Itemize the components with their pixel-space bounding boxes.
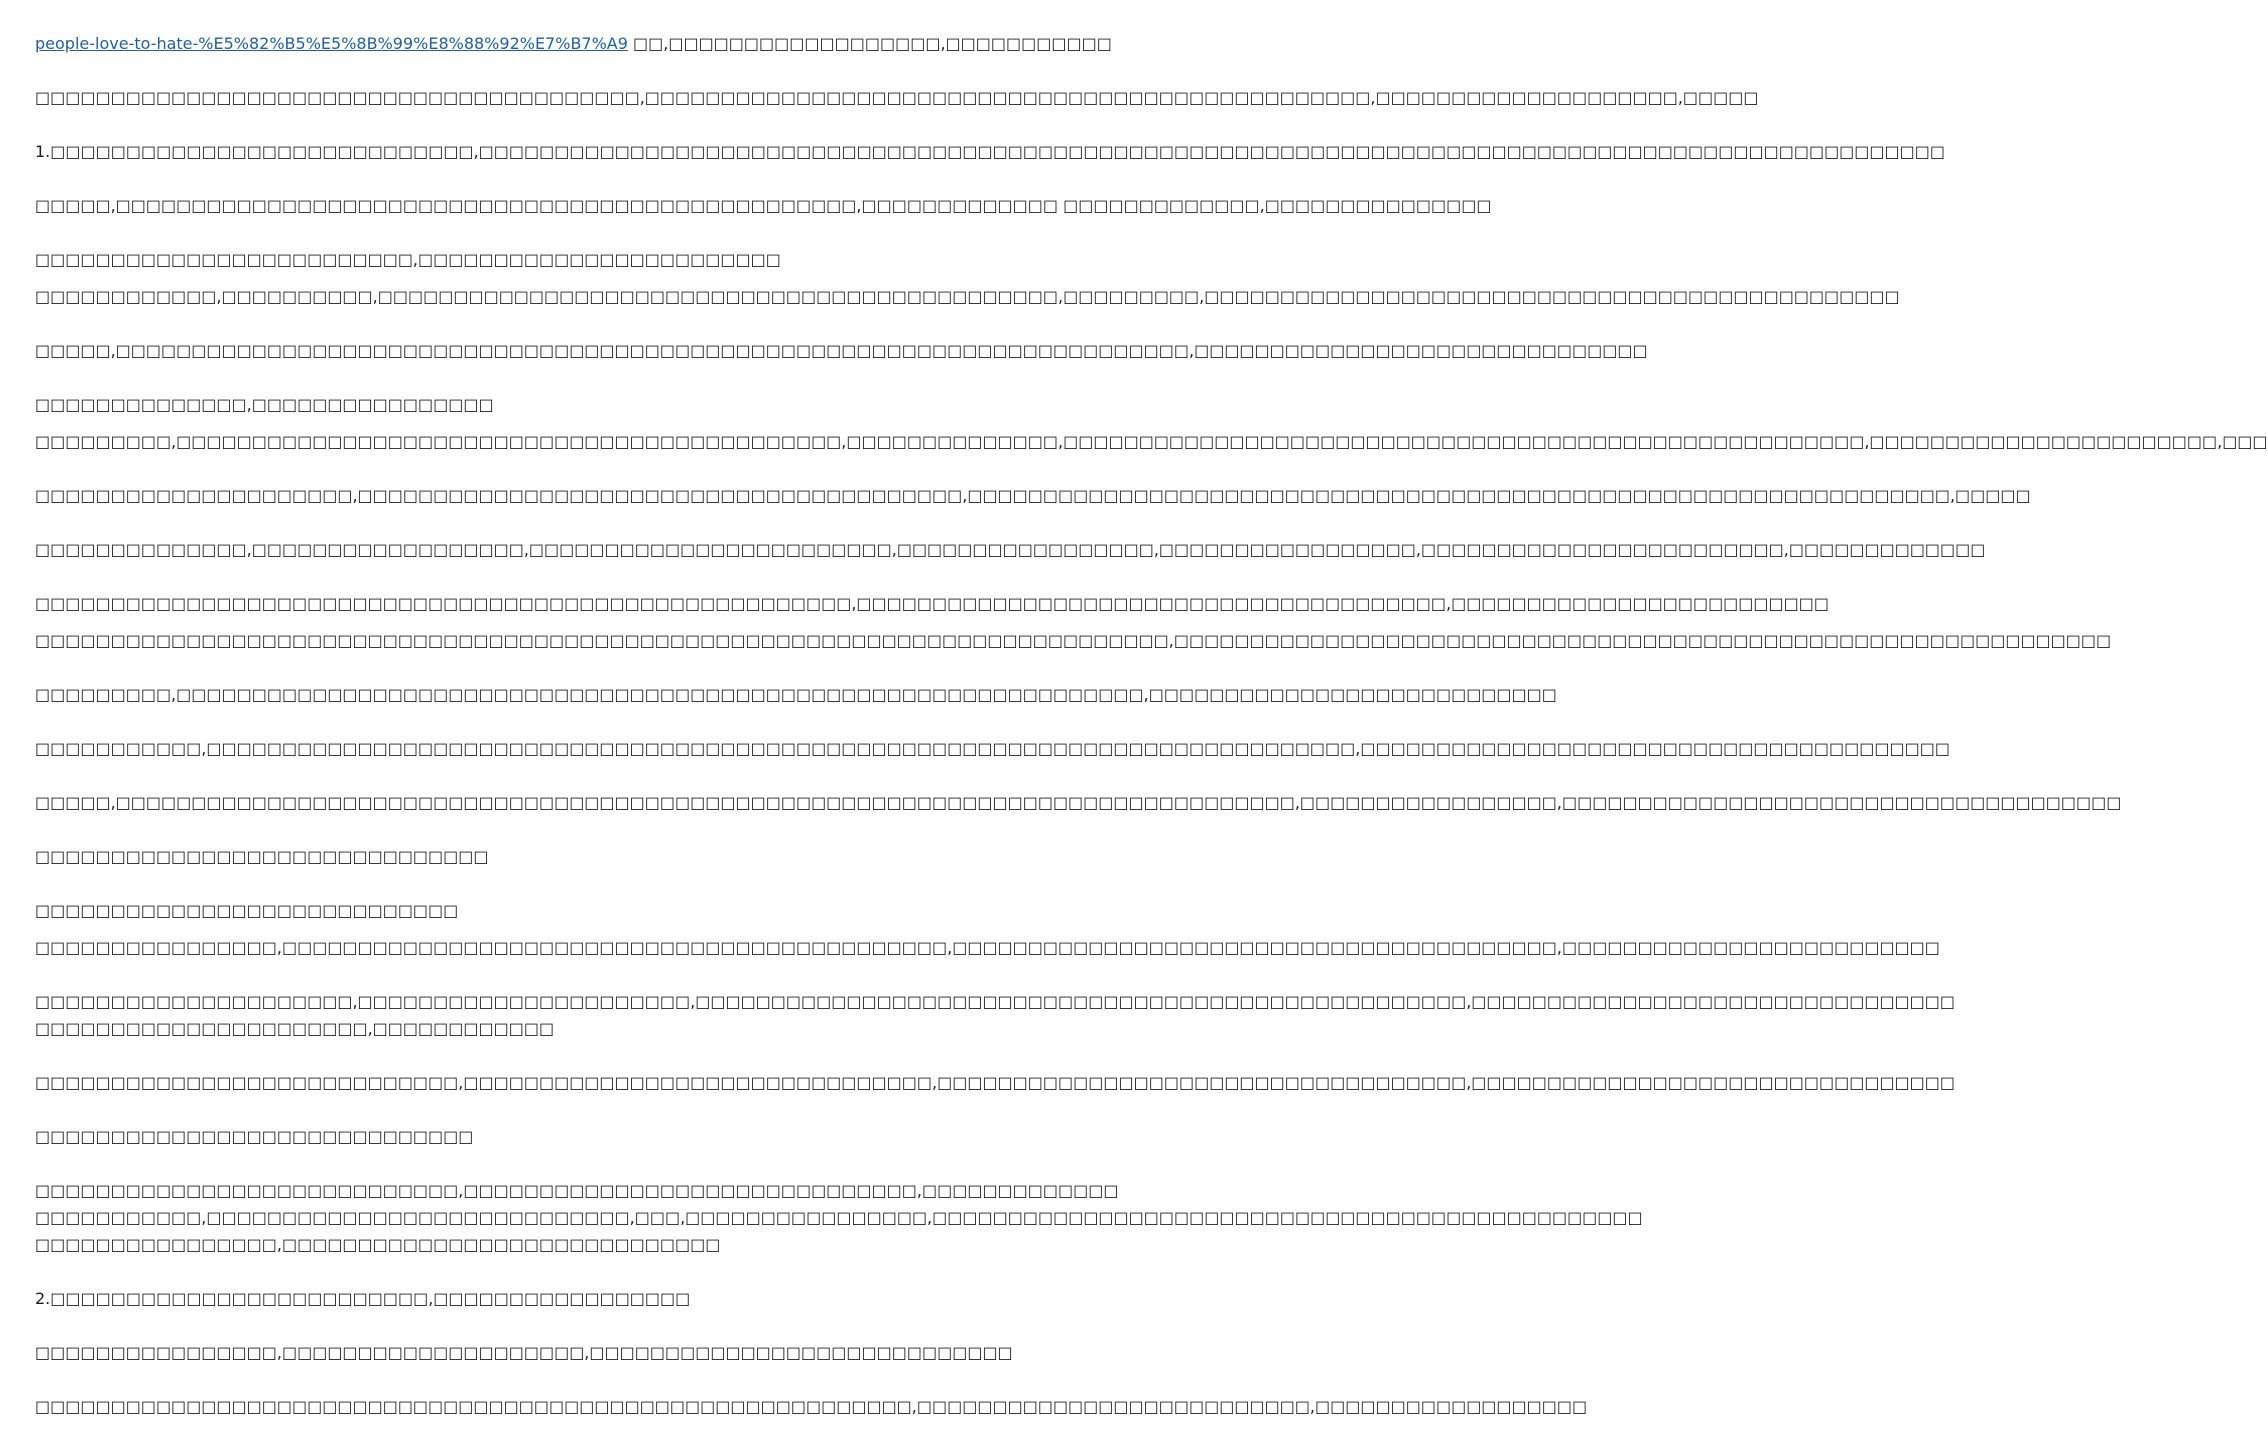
- paragraph-list: [35, 88, 2268, 1416]
- paragraph-9: [35, 540, 1986, 559]
- paragraph-13: [35, 793, 2122, 812]
- paragraph-18: [35, 1127, 990, 1146]
- paragraph-11: [35, 685, 1557, 704]
- paragraph-21: [35, 1343, 1013, 1362]
- paragraph-line: □□□□□□□□□□□□□□□□□□□□□□□□□□□□□: [35, 1127, 474, 1146]
- paragraph-line: □□□□□□□□□□□,□□□□□□□□□□□□□□□□□□□□□□□□□□□□,□□□,□□□□□□□□□□□□□□□□,□□□□□□□□□□□□□□□□□□□□□□□□□□□□□□□□□□□□□□□□□□□□□□□: [35, 1208, 1643, 1227]
- paragraph-line: □□□□□,□□□□□□□□□□□□□□□□□□□□□□□□□□□□□□□□□□□□□□□□□□□□□□□□□,□□□□□□□□□□□□□ □□□□□□□□□□□□□,□□□□□□□□□□□□□□□: [35, 196, 1492, 215]
- paragraph-17: [35, 1073, 1956, 1092]
- paragraph-line: □□□□□,□□□□□□□□□□□□□□□□□□□□□□□□□□□□□□□□□□□□□□□□□□□□□□□□□□□□□□□□□□□□□□□□□□□□□□□□□□□□□□,□□□□□□□□□□□□□□□□□,□□□□□□□□□□□□□□□□□□□□□□□□□□□□□□□□□□□□□: [35, 793, 2122, 812]
- paragraph-line: □□□□□□□□□□□□□□□□□□□□□□□□□□□□□□: [35, 847, 489, 866]
- paragraph-1: [35, 34, 1112, 53]
- paragraph-line: □□□□□□□□□□□□□□□□□□□□□,□□□□□□□□□□□□□□□□□□□□□□,□□□□□□□□□□□□□□□□□□□□□□□□□□□□□□□□□□□□□□□□□□□□□□□□□□□,□□□□□□□□□□□□□□□□□□□□□□□□□□□□□□□□: [35, 992, 1956, 1011]
- paragraph-4: [35, 196, 1492, 215]
- paragraph-line: □□□□□□□□□□□□□□□□□□□□□□,□□□□□□□□□□□□: [35, 1019, 555, 1038]
- paragraph-8: [35, 486, 2031, 505]
- paragraph-19: [35, 1181, 1643, 1254]
- paragraph-3: [35, 142, 1945, 161]
- paragraph-line: □□□□□□□□□□□□□□□□,□□□□□□□□□□□□□□□□□□□□□□□□□□□□□□□□□□□□□□□□□□□□,□□□□□□□□□□□□□□□□□□□□□□□□□□□□□□□□□□□□□□□□,□□□□□□□□□□□□□□□□□□□□□□□□□: [35, 938, 1940, 957]
- paragraph-line: □□□□□□□□□□□,□□□□□□□□□□□□□□□□□□□□□□□□□□□□□□□□□□□□□□□□□□□□□□□□□□□□□□□□□□□□□□□□□□□□□□□□□□□□,□□□□□□□□□□□□□□□□□□□□□□□□□□□□□□□□□□□□□□□: [35, 739, 1950, 758]
- paragraph-15: [35, 901, 1940, 957]
- paragraph-line: □□□□□□□□□□□□□□,□□□□□□□□□□□□□□□□□□,□□□□□□□□□□□□□□□□□□□□□□□□,□□□□□□□□□□□□□□□□□,□□□□□□□□□□□□□□□□□,□□□□□□□□□□□□□□□□□□□□□□□□,□□□□□□□□□□□□□: [35, 540, 1986, 559]
- paragraph-line: □□□□□□□□□□□□□□□□,□□□□□□□□□□□□□□□□□□□□,□□□□□□□□□□□□□□□□□□□□□□□□□□□□: [35, 1343, 1013, 1362]
- paragraph-line: 2.□□□□□□□□□□□□□□□□□□□□□□□□□,□□□□□□□□□□□□□□□□□: [35, 1289, 691, 1308]
- paragraph-line: □□□□□□□□□□□□□□□□□□□□□□□□□□□□,□□□□□□□□□□□□□□□□□□□□□□□□□□□□□□□,□□□□□□□□□□□□□□□□□□□□□□□□□□□□□□□□□□□,□□□□□□□□□□□□□□□□□□□□□□□□□□□□□□□□: [35, 1073, 1956, 1092]
- paragraph-5: [35, 250, 1900, 306]
- paragraph-line: □□□□□□□□□□□□□□□□□□□□□□□□□□□□□□□□□□□□□□□□□□□□□□□□□□□□□□□□□□□□□□□□□□□□□□□□□□□,□□□□□□□□□□□□□□□□□□□□□□□□□□□□□□□□□□□□□□□□□□□□□□□□□□□□□□□□□□□□□□: [35, 631, 2112, 650]
- paragraph-line: □□□□□□□□□,□□□□□□□□□□□□□□□□□□□□□□□□□□□□□□□□□□□□□□□□□□□□□□□□□□□□□□□□□□□□□□□□,□□□□□□□□□□□□□□□□□□□□□□□□□□□: [35, 685, 1557, 704]
- paragraph-line: □□□□□□□□□□□□□□,□□□□□□□□□□□□□□□□: [35, 395, 494, 414]
- source-link[interactable]: people-love-to-hate-%E5%82%B5%E5%8B%99%E8%88%92%E7%B7%A9: [35, 34, 628, 53]
- paragraph-line: □□□□□□□□□□□□□□□□□□□□□,□□□□□□□□□□□□□□□□□□□□□□□□□□□□□□□□□□□□□□□□,□□□□□□□□□□□□□□□□□□□□□□□□□□□□□□□□□□□□□□□□□□□□□□□□□□□□□□□□□□□□□□□□□,□□□□□: [35, 486, 2031, 505]
- paragraph-12: [35, 739, 1950, 758]
- paragraph-line: □□□□□□□□□□□□□□□□□□□□□□□□□□□□: [35, 901, 459, 920]
- paragraph-line: 1.□□□□□□□□□□□□□□□□□□□□□□□□□□□□,□□□□□□□□□□□□□□□□□□□□□□□□□□□□□□□□□□□□□□□□□□□□□□□□□□□□□□□□□□□□□□□□□□□□□□□□□□□□□□□□□□□□□□□□□□□□□□□□□: [35, 142, 1945, 161]
- paragraph-line: □□□□□□□□□□□□□□□□□□□□□□□□□□□□,□□□□□□□□□□□□□□□□□□□□□□□□□□□□□□,□□□□□□□□□□□□□: [35, 1181, 1119, 1200]
- paragraph-line: □□□□□□□□□□□□□□□□,□□□□□□□□□□□□□□□□□□□□□□□□□□□□□: [35, 1235, 721, 1254]
- paragraph-14: [35, 847, 990, 866]
- paragraph-7: [35, 395, 2268, 451]
- paragraph-line: □□□□□□□□□□□□□□□□□□□□□□□□□,□□□□□□□□□□□□□□□□□□□□□□□□: [35, 250, 781, 269]
- paragraph-20: [35, 1289, 990, 1308]
- paragraph-10: [35, 594, 2112, 650]
- paragraph-2: [35, 88, 1759, 107]
- paragraph-22: [35, 1397, 1588, 1416]
- paragraph-16: [35, 992, 1956, 1038]
- paragraph-line: [35, 34, 1112, 53]
- paragraph-line: □□□□□□□□□□□□,□□□□□□□□□□,□□□□□□□□□□□□□□□□□□□□□□□□□□□□□□□□□□□□□□□□□□□□□,□□□□□□□□□,□□□□□□□□□□□□□□□□□□□□□□□□□□□□□□□□□□□□□□□□□□□□□□: [35, 287, 1900, 306]
- paragraph-line: □□□□□□□□□□□□□□□□□□□□□□□□□□□□□□□□□□□□□□□□,□□□□□□□□□□□□□□□□□□□□□□□□□□□□□□□□□□□□□□□□□□□□□□□□,□□□□□□□□□□□□□□□□□□□□,□□□□□: [35, 88, 1759, 107]
- link-trailing-text: □□,□□□□□□□□□□□□□□□□□□,□□□□□□□□□□□: [627, 34, 1112, 53]
- paragraph-line: □□□□□,□□□□□□□□□□□□□□□□□□□□□□□□□□□□□□□□□□□□□□□□□□□□□□□□□□□□□□□□□□□□□□□□□□□□□□□,□□□□□□□□□□□□□□□□□□□□□□□□□□□□□□: [35, 341, 1648, 360]
- paragraph-line: □□□□□□□□□,□□□□□□□□□□□□□□□□□□□□□□□□□□□□□□□□□□□□□□□□□□□□,□□□□□□□□□□□□□□,□□□□□□□□□□□□□□□□□□□□□□□□□□□□□□□□□□□□□□□□□□□□□□□□□□□□□,□□□□□□□□□□□□□□□□□□□□□□□,□□□: [35, 432, 2268, 451]
- paragraph-line: □□□□□□□□□□□□□□□□□□□□□□□□□□□□□□□□□□□□□□□□□□□□□□□□□□□□□□,□□□□□□□□□□□□□□□□□□□□□□□□□□□□□□□□□□□□□□□,□□□□□□□□□□□□□□□□□□□□□□□□□: [35, 594, 1829, 613]
- paragraph-line: □□□□□□□□□□□□□□□□□□□□□□□□□□□□□□□□□□□□□□□□□□□□□□□□□□□□□□□□□□,□□□□□□□□□□□□□□□□□□□□□□□□□□,□□□□□□□□□□□□□□□□□□: [35, 1397, 1588, 1416]
- document-page: [35, 34, 2268, 1451]
- paragraph-6: [35, 341, 1648, 360]
